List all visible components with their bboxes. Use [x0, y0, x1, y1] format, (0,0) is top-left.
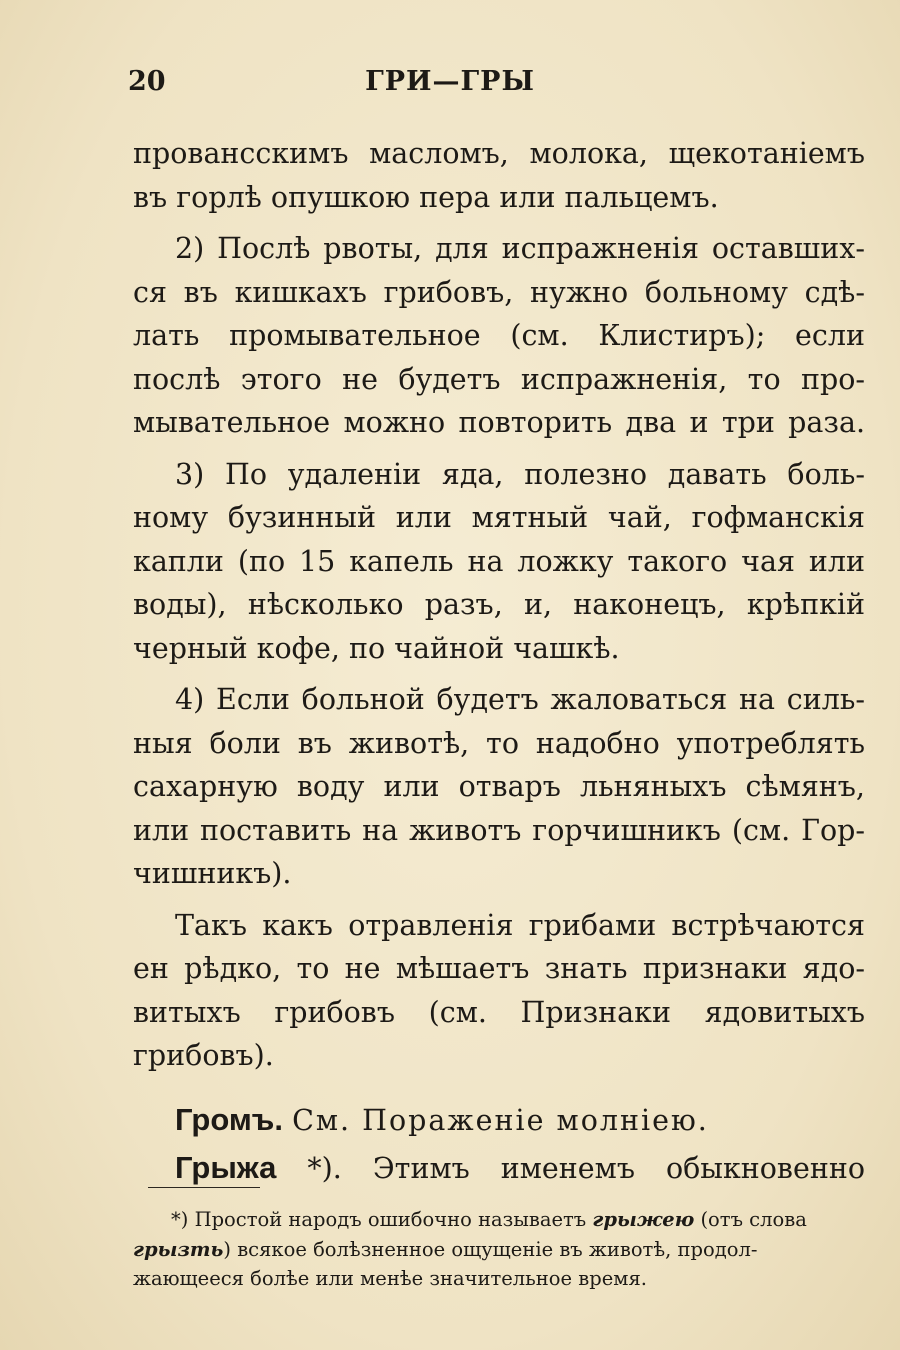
- footnote-text: ) всякое болѣзненное ощущеніе въ животѣ, продол-: [223, 1237, 758, 1261]
- text-line: чишникъ).: [133, 857, 292, 890]
- text-line: капли (по 15 капель на ложку такого чая или: [133, 544, 865, 578]
- footnote-italic-word: грыжею: [592, 1208, 695, 1231]
- entry-gryzha-head: Грыжа: [175, 1150, 277, 1185]
- text-line: сахарную воду или отваръ льняныхъ сѣмянъ,: [133, 770, 865, 803]
- footnote-text: (отъ слова: [700, 1208, 807, 1231]
- footnote-italic-word: грызть: [133, 1237, 224, 1261]
- footnote-divider: [148, 1187, 260, 1188]
- footnote-marker: *).: [307, 1152, 342, 1185]
- footnote-line: [133, 1205, 865, 1235]
- text-line: 4) Если больной будетъ жаловаться на силь-: [175, 683, 865, 716]
- text-line: 2) Послѣ рвоты, для испражненія оставших-: [175, 232, 865, 265]
- text-line: 3) По удаленіи яда, полезно давать боль-: [175, 457, 865, 491]
- text-line: витыхъ грибовъ (см. Признаки ядовитыхъ: [133, 995, 865, 1029]
- text-line: послѣ этого не будетъ испражненія, то про-: [133, 362, 865, 396]
- footnote-text: Простой народъ ошибочно называетъ: [194, 1208, 587, 1231]
- text-line: черный кофе, по чайной чашкѣ.: [133, 631, 620, 665]
- entry-grom-head: Громъ.: [175, 1101, 284, 1137]
- footnote-line: жающееся болѣе или менѣе значительное время.: [133, 1267, 647, 1290]
- page-number: 20: [128, 66, 166, 97]
- footnote-mark: *): [171, 1208, 189, 1231]
- running-head: ГРИ—ГРЫ: [365, 66, 535, 97]
- page-header: [0, 66, 900, 106]
- text-line: ному бузинный или мятный чай, гофманскія: [133, 501, 865, 534]
- entry-grom: [133, 1098, 865, 1142]
- entry-gryzha-text: Этимъ именемъ обыкновенно: [372, 1152, 865, 1185]
- entry-gryzha: [133, 1146, 865, 1190]
- text-line: Такъ какъ отравленія грибами встрѣчаются: [175, 908, 865, 942]
- text-line: провансскимъ масломъ, молока, щекотаніемъ: [133, 137, 865, 170]
- entry-grom-text: См. Пораженіе молніею.: [292, 1103, 709, 1137]
- text-line: воды), нѣсколько разъ, и, наконецъ, крѣпкій: [133, 588, 865, 621]
- footnote: [133, 1205, 865, 1294]
- text-line: или поставить на животъ горчишникъ (см. Гор-: [133, 813, 865, 847]
- text-line: въ горлѣ опушкою пера или пальцемъ.: [133, 180, 719, 214]
- text-line: грибовъ).: [133, 1039, 274, 1072]
- text-line: мывательное можно повторить два и три раза.: [133, 406, 865, 439]
- text-line: ныя боли въ животѣ, то надобно употреблять: [133, 726, 865, 760]
- body-text: [133, 132, 865, 1190]
- text-line: лать промывательное (см. Клистиръ); если: [133, 319, 865, 352]
- text-line: ен рѣдко, то не мѣшаетъ знать признаки ядо-: [133, 952, 865, 985]
- footnote-line: [133, 1235, 865, 1265]
- text-line: ся въ кишкахъ грибовъ, нужно больному сдѣ-: [133, 275, 865, 309]
